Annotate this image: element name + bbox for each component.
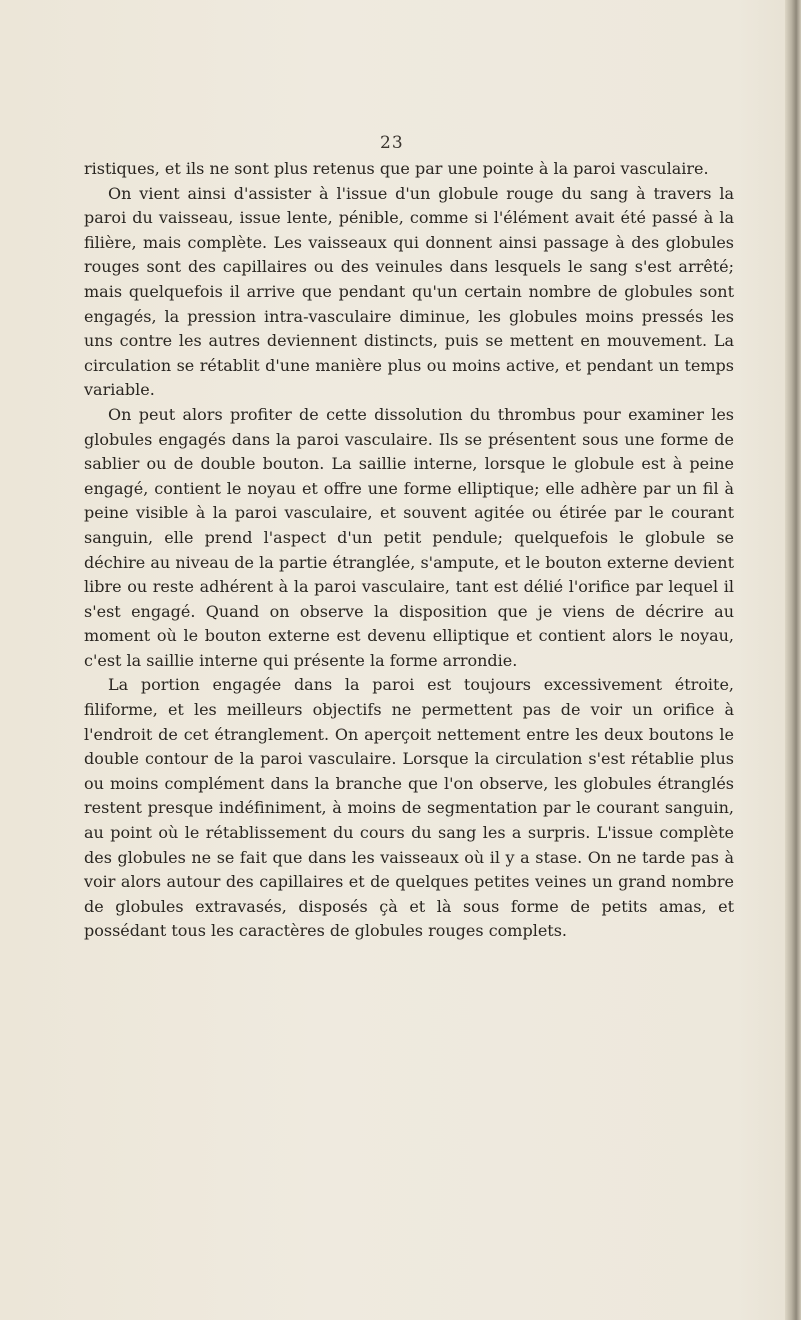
paragraph-1: ristiques, et ils ne sont plus retenus que par une pointe à la paroi vasculaire. [84, 159, 709, 178]
paragraph-4: La portion engagée dans la paroi est toujours excessivement étroite, filiforme, et les meilleurs objectifs ne permettent pas de voir un orifice à l'endroit de cet étranglement. On aperçoit nettement entre les deux boutons le double contour de la paroi vasculaire. Lorsque la circulation s'est rétablie plus ou moins complément dans la branche que l'on observe, les globules étranglés restent presque indéfiniment, à moins de segmentation par le courant sanguin, au point où le rétablissement du cours du sang les a surpris. L'issue complète des globules ne se fait que dans les vaisseaux où il y a stase. On ne tarde pas à voir alors autour des capillaires et de quelques petites veines un grand nombre de globules extravasés, disposés çà et là sous forme de petits amas, et possédant tous les caractères de globules rouges complets. [84, 675, 734, 941]
page-number: 23 [380, 133, 404, 153]
paragraph-3: On peut alors profiter de cette dissolution du thrombus pour examiner les globules engagés dans la paroi vasculaire. Ils se présentent sous une forme de sablier ou de double bouton. La saillie interne, lorsque le globule est à peine engagé, contient le noyau et offre une forme elliptique; elle adhère par un fil à peine visible à la paroi vasculaire, et souvent agitée ou étirée par le courant sanguin, elle prend l'aspect d'un petit pendule; quelquefois le globule se déchire au niveau de la partie étranglée, s'ampute, et le bouton externe devient libre ou reste adhérent à la paroi vasculaire, tant est délié l'orifice par lequel il s'est engagé. Quand on observe la disposition que je viens de décrire au moment où le bouton externe est devenu elliptique et contient alors le noyau, c'est la saillie interne qui présente la forme arrondie. [84, 404, 734, 670]
body-text [84, 157, 734, 944]
paragraph-2: On vient ainsi d'assister à l'issue d'un globule rouge du sang à travers la paroi du vaisseau, issue lente, pénible, comme si l'élément avait été passé à la filière, mais complète. Les vaisseaux qui donnent ainsi passage à des globules rouges sont des capillaires ou des veinules dans lesquels le sang s'est arrêté; mais quelquefois il arrive que pendant qu'un certain nombre de globules sont engagés, la pression intra-vasculaire diminue, les globules moins pressés les uns contre les autres deviennent distincts, puis se mettent en mouvement. La circulation se rétablit d'une manière plus ou moins active, et pendant un temps variable. [84, 183, 734, 400]
page-edge [785, 0, 801, 1320]
